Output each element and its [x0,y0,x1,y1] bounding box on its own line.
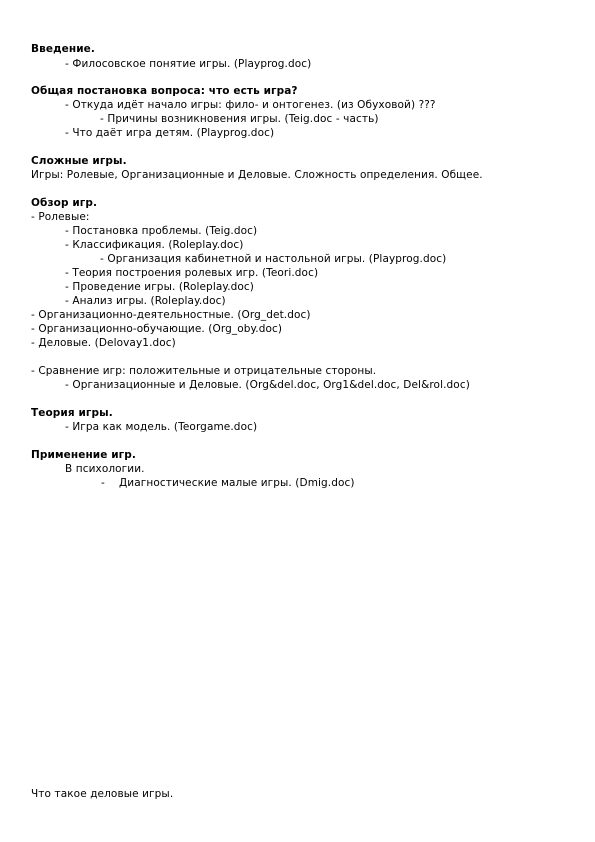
paragraph: Игры: Ролевые, Организационные и Деловые. Сложность определения. Общее. [31,169,483,181]
list-item: - Классификация. (Roleplay.doc) [65,239,244,251]
bullet-dash: - [101,477,105,489]
list-item: - Игра как модель. (Teorgame.doc) [65,421,258,433]
list-item: - Деловые. (Delovay1.doc) [31,337,176,349]
list-item: - Организационные и Деловые. (Org&del.doc, Org1&del.doc, Del&rol.doc) [65,379,470,391]
list-item: - Анализ игры. (Roleplay.doc) [65,295,226,307]
list-item: - Проведение игры. (Roleplay.doc) [65,281,254,293]
list-item: - Теория построения ролевых игр. (Teori.doc) [65,267,319,279]
list-item: - Постановка проблемы. (Teig.doc) [65,225,258,237]
heading-complex: Сложные игры. [31,155,127,167]
list-item: В психологии. [65,463,145,475]
list-item: Диагностические малые игры. (Dmig.doc) [119,477,355,489]
list-item: - Организационно-обучающие. (Org_oby.doc) [31,323,283,335]
heading-general: Общая постановка вопроса: что есть игра? [31,85,298,97]
heading-application: Применение игр. [31,449,136,461]
list-item: - Ролевые: [31,211,90,223]
heading-review: Обзор игр. [31,197,98,209]
list-item: - Организационно-деятельностные. (Org_det.doc) [31,309,311,321]
footer-text: Что такое деловые игры. [31,788,174,800]
list-item: - Что даёт игра детям. (Playprog.doc) [65,127,275,139]
list-item: - Причины возникновения игры. (Teig.doc - часть) [100,113,379,125]
heading-intro: Введение. [31,43,95,55]
list-item: - Организация кабинетной и настольной игры. (Playprog.doc) [100,253,447,265]
list-item: - Филосовское понятие игры. (Playprog.doc) [65,58,312,70]
heading-theory: Теория игры. [31,407,113,419]
list-item: - Откуда идёт начало игры: фило- и онтогенез. (из Обуховой) ??? [65,99,436,111]
list-item: - Сравнение игр: положительные и отрицательные стороны. [31,365,377,377]
